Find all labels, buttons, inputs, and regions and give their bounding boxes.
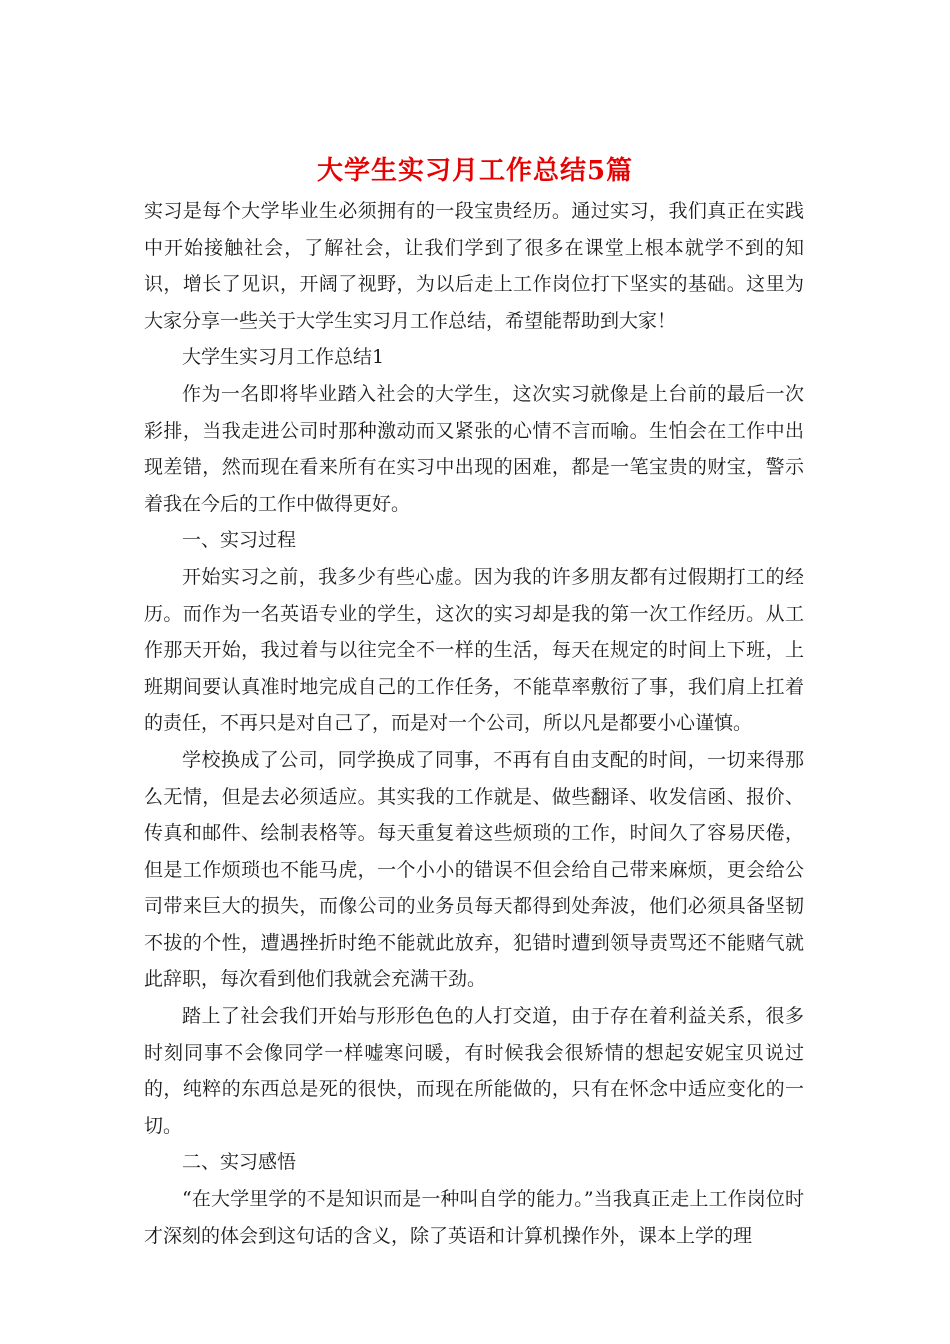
paragraph: 开始实习之前，我多少有些心虚。因为我的许多朋友都有过假期打工的经历。而作为一名英语专业的学生，这次的实习却是我的第一次工作经历。从工作那天开始，我过着与以往完全不一样的生活，每天在规定的时间上下班，上班期间要认真准时地完成自己的工作任务，不能草率敷衍了事，我们肩上扛着的责任，不再只是对自己了，而是对一个公司，所以凡是都要小心谨慎。 bbox=[144, 565, 804, 735]
section-heading-process: 一、实习过程 bbox=[182, 529, 297, 552]
paragraph: “在大学里学的不是知识而是一种叫自学的能力。”当我真正走上工作岗位时才深刻的体会到这句话的含义，除了英语和计算机操作外，课本上学的理 bbox=[144, 1188, 804, 1247]
paragraph-intro: 实习是每个大学毕业生必须拥有的一段宝贵经历。通过实习，我们真正在实践中开始接触社会，了解社会，让我们学到了很多在课堂上根本就学不到的知识，增长了见识，开阔了视野，为以后走上工作岗位打下坚实的基础。这里为大家分享一些关于大学生实习月工作总结，希望能帮助到大家！ bbox=[144, 200, 804, 332]
section-heading-insights: 二、实习感悟 bbox=[182, 1151, 297, 1174]
paragraph: 踏上了社会我们开始与形形色色的人打交道，由于存在着利益关系，很多时刻同事不会像同学一样嘘寒问暖，有时候我会很矫情的想起安妮宝贝说过的，纯粹的东西总是死的很快，而现在所能做的，只有在怀念中适应变化的一切。 bbox=[144, 1005, 804, 1137]
document-body bbox=[144, 193, 804, 1254]
paragraph: 作为一名即将毕业踏入社会的大学生，这次实习就像是上台前的最后一次彩排，当我走进公司时那种激动而又紧张的心情不言而喻。生怕会在工作中出现差错，然而现在看来所有在实习中出现的困难，都是一笔宝贵的财宝，警示着我在今后的工作中做得更好。 bbox=[144, 382, 804, 515]
section-heading-summary-1: 大学生实习月工作总结1 bbox=[182, 346, 385, 369]
paragraph: 学校换成了公司，同学换成了同事，不再有自由支配的时间，一切来得那么无情，但是去必须适应。其实我的工作就是、做些翻译、收发信函、报价、传真和邮件、绘制表格等。每天重复着这些烦琐的工作，时间久了容易厌倦，但是工作烦琐也不能马虎，一个小小的错误不但会给自己带来麻烦，更会给公司带来巨大的损失，而像公司的业务员每天都得到处奔波，他们必须具备坚韧不拔的个性，遭遇挫折时绝不能就此放弃，犯错时遭到领导责骂还不能赌气就此辞职，每次看到他们我就会充满干劲。 bbox=[144, 748, 804, 991]
document-title: 大学生实习月工作总结5篇 bbox=[316, 156, 634, 186]
